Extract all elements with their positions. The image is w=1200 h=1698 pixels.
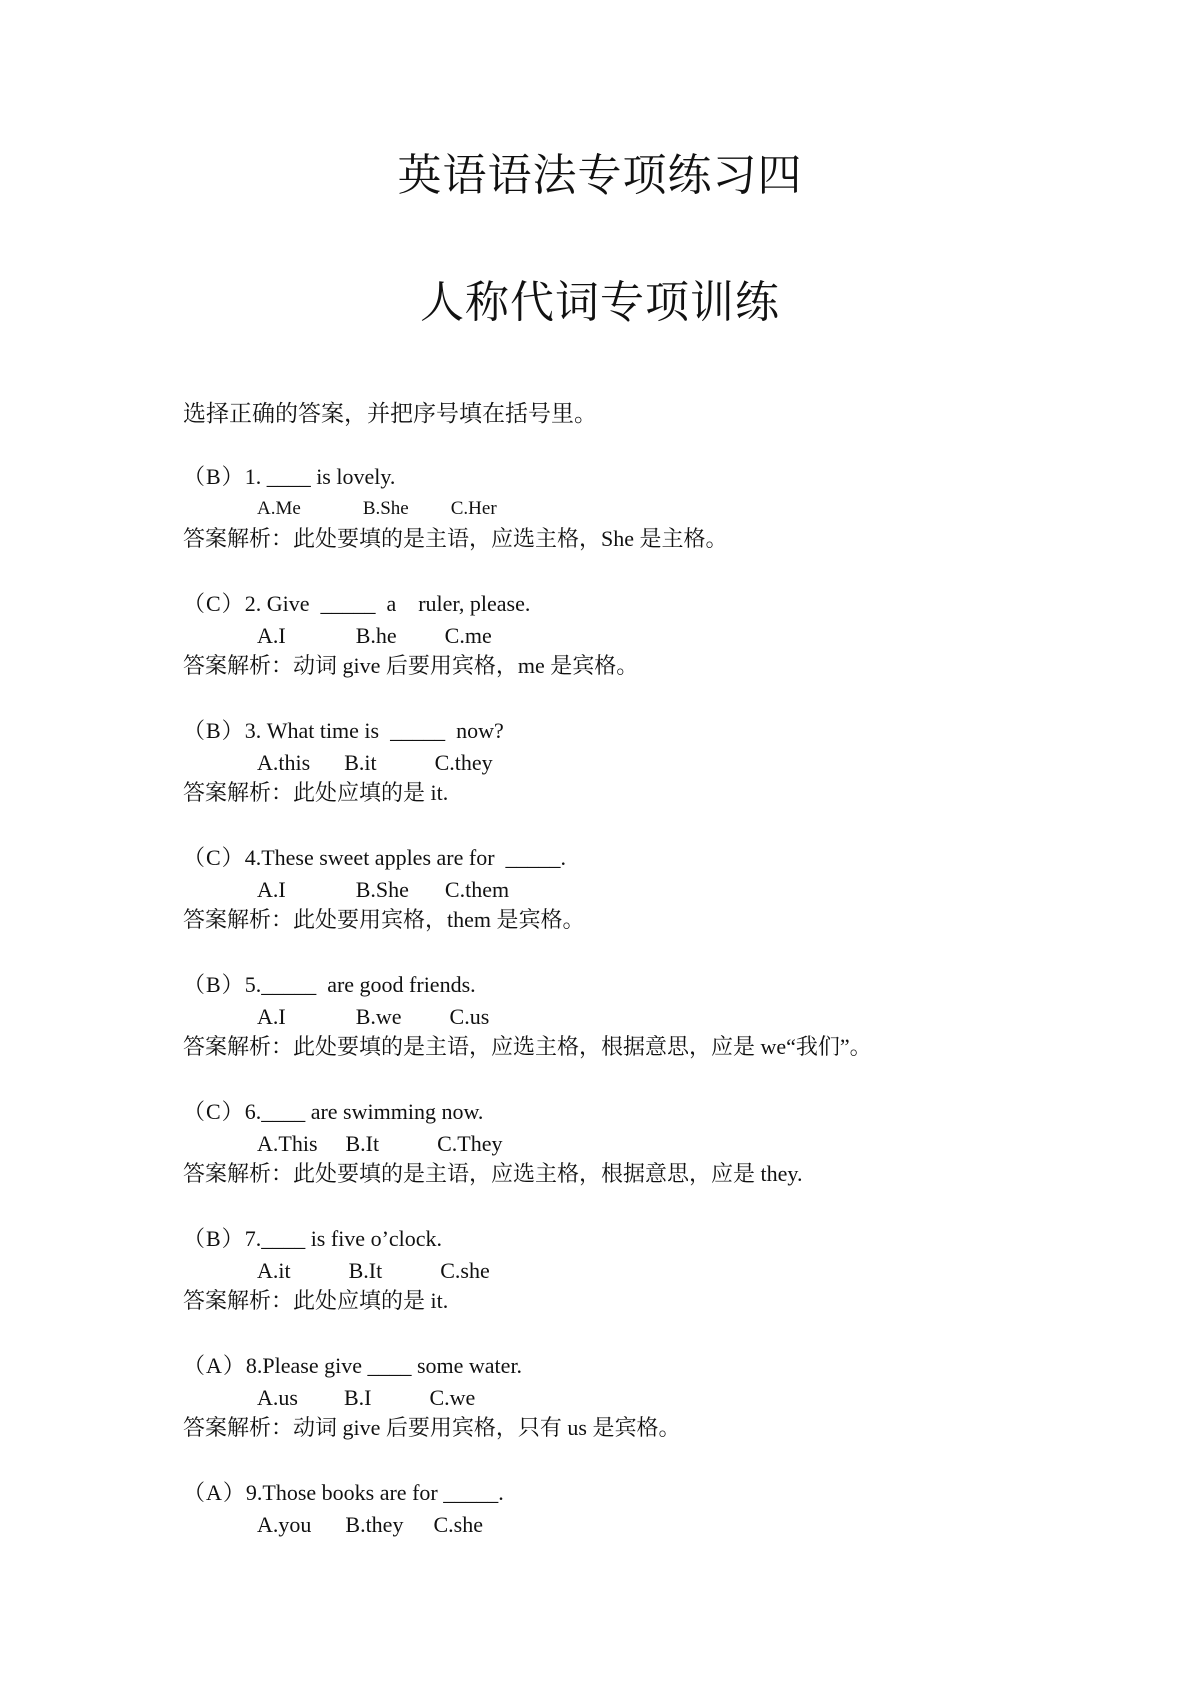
option-a: A.you (257, 1512, 312, 1537)
question-list (183, 462, 1163, 1605)
question-item (183, 843, 1163, 970)
option-a: A.Me (257, 498, 301, 519)
answer-mark: （C） (183, 1099, 245, 1124)
question-item (183, 462, 1163, 589)
answer-explanation: 答案解析：此处应填的是 it. (183, 780, 449, 805)
option-c: C.we (429, 1385, 476, 1410)
options-row (183, 748, 1163, 778)
option-b: B.it (344, 750, 377, 775)
question-line (183, 970, 1163, 1002)
option-a: A.us (257, 1385, 298, 1410)
answer-mark: （A） (183, 1353, 246, 1378)
question-line (183, 1351, 1163, 1383)
option-c: C.them (444, 877, 510, 902)
options-row (183, 1129, 1163, 1159)
page-title: 英语语法专项练习四 (397, 151, 803, 200)
answer-explanation: 答案解析：此处要填的是主语，应选主格，She 是主格。 (183, 526, 728, 551)
option-b: B.we (355, 1004, 402, 1029)
answer-explanation: 答案解析：此处要填的是主语，应选主格，根据意思，应是 we“我们”。 (183, 1034, 872, 1059)
question-line (183, 589, 1163, 621)
option-b: B.he (355, 623, 397, 648)
option-c: C.Her (450, 498, 497, 519)
options-row (183, 1256, 1163, 1286)
question-line (183, 1097, 1163, 1129)
question-text: 4.These sweet apples are for _____. (244, 845, 567, 870)
question-item (183, 970, 1163, 1097)
option-a: A.I (257, 623, 286, 648)
page-subtitle: 人称代词专项训练 (420, 278, 780, 327)
option-b: B.It (345, 1131, 380, 1156)
question-item (183, 1478, 1163, 1605)
question-line (183, 462, 1163, 494)
question-text: 1. ____ is lovely. (244, 464, 396, 489)
answer-mark: （B） (183, 972, 245, 997)
answer-mark: （C） (183, 591, 245, 616)
question-text: 2. Give _____ a ruler, please. (244, 591, 531, 616)
options-row (183, 621, 1163, 651)
answer-mark: （C） (183, 845, 245, 870)
answer-explanation: 答案解析：此处要填的是主语，应选主格，根据意思，应是 they. (183, 1161, 803, 1186)
question-item (183, 1097, 1163, 1224)
answer-mark: （B） (183, 718, 245, 743)
option-c: C.she (440, 1258, 490, 1283)
option-c: C.They (437, 1131, 503, 1156)
options-row (183, 1510, 1163, 1540)
option-b: B.I (343, 1385, 372, 1410)
options-row (183, 1383, 1163, 1413)
question-text: 3. What time is _____ now? (244, 718, 504, 743)
question-text: 9.Those books are for _____. (245, 1480, 504, 1505)
question-item (183, 589, 1163, 716)
question-text: 8.Please give ____ some water. (245, 1353, 523, 1378)
option-a: A.This (257, 1131, 318, 1156)
answer-explanation: 答案解析：此处应填的是 it. (183, 1288, 449, 1313)
options-row (183, 875, 1163, 905)
options-row (183, 494, 1163, 524)
option-a: A.I (257, 1004, 286, 1029)
question-text: 6.____ are swimming now. (244, 1099, 484, 1124)
question-item (183, 1351, 1163, 1478)
question-line (183, 1478, 1163, 1510)
answer-mark: （A） (183, 1480, 246, 1505)
answer-explanation: 答案解析：动词 give 后要用宾格，me 是宾格。 (183, 653, 639, 678)
option-a: A.I (257, 877, 286, 902)
answer-mark: （B） (183, 1226, 245, 1251)
option-c: C.us (449, 1004, 490, 1029)
question-line (183, 1224, 1163, 1256)
option-b: B.She (355, 877, 409, 902)
option-b: B.She (362, 498, 409, 519)
option-a: A.it (257, 1258, 291, 1283)
question-item (183, 1224, 1163, 1351)
question-text: 5._____ are good friends. (244, 972, 476, 997)
option-c: C.she (433, 1512, 483, 1537)
question-item (183, 716, 1163, 843)
options-row (183, 1002, 1163, 1032)
question-text: 7.____ is five o’clock. (244, 1226, 443, 1251)
option-c: C.me (444, 623, 492, 648)
question-line (183, 843, 1163, 875)
answer-explanation: 答案解析：此处要用宾格，them 是宾格。 (183, 907, 585, 932)
answer-explanation: 答案解析：动词 give 后要用宾格，只有 us 是宾格。 (183, 1415, 681, 1440)
option-b: B.It (348, 1258, 383, 1283)
instruction-text: 选择正确的答案，并把序号填在括号里。 (183, 401, 597, 426)
answer-mark: （B） (183, 464, 245, 489)
option-c: C.they (434, 750, 493, 775)
question-line (183, 716, 1163, 748)
option-b: B.they (345, 1512, 404, 1537)
option-a: A.this (257, 750, 311, 775)
